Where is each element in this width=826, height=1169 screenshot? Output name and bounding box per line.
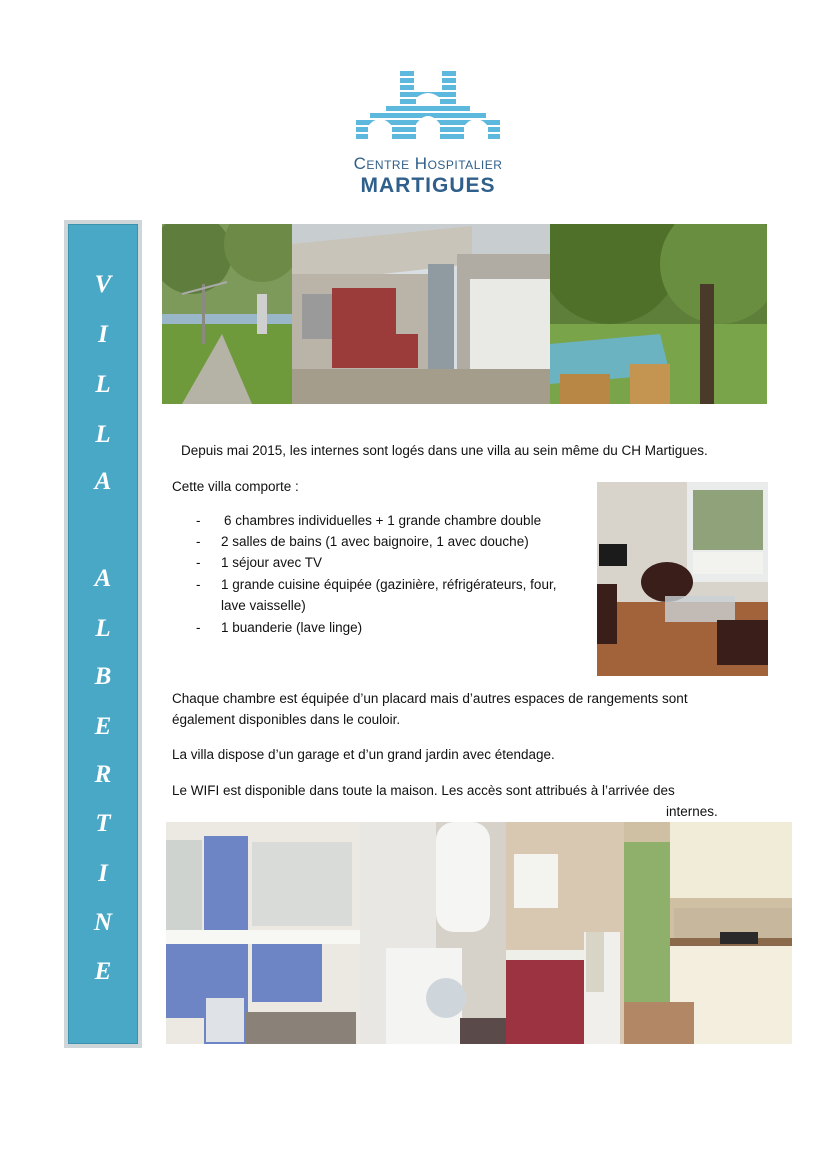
list-item-text: lave vaisselle): [221, 598, 306, 613]
list-dash: -: [196, 513, 201, 528]
banner-letter: A: [94, 565, 112, 592]
villa-name-banner: [64, 220, 142, 1048]
list-item-text: 1 grande cuisine équipée (gazinière, réfrigérateurs, four,: [221, 577, 557, 592]
banner-letter: B: [94, 663, 112, 690]
list-item-text: 1 séjour avec TV: [221, 555, 323, 570]
storage-text-line1: Chaque chambre est équipée d’un placard mais d’autres espaces de rangements sont: [172, 691, 688, 706]
banner-panel: [68, 224, 138, 1044]
banner-letter: V: [94, 271, 112, 298]
list-dash: -: [196, 577, 201, 592]
wifi-text-line1: Le WIFI est disponible dans toute la maison. Les accès sont attribués à l’arrivée des: [172, 783, 675, 798]
list-dash: -: [196, 534, 201, 549]
living-room-photo: [597, 482, 768, 676]
list-item-text: 1 buanderie (lave linge): [221, 620, 363, 635]
wifi-text-line2: internes.: [666, 804, 718, 819]
kitchen-photo: [624, 822, 792, 1044]
list-dash: -: [196, 620, 201, 635]
list-item-text: 6 chambres individuelles + 1 grande chambre double: [224, 513, 542, 528]
storage-text-line2: également disponibles dans le couloir.: [172, 712, 401, 727]
villa-exterior-photo: [292, 224, 550, 404]
intro-text: Depuis mai 2015, les internes sont logés dans une villa au sein même du CH Martigues.: [181, 443, 708, 458]
banner-letter: L: [95, 421, 111, 448]
logo-emblem-icon: [328, 68, 528, 152]
banner-letter: R: [94, 761, 112, 788]
banner-letter: E: [94, 958, 112, 985]
banner-letter: A: [94, 468, 112, 495]
banner-letter: I: [98, 321, 108, 348]
banner-letter: L: [95, 615, 111, 642]
garden-table-photo: [550, 224, 767, 404]
bathroom-photo: [166, 822, 360, 1044]
banner-letter: T: [95, 810, 111, 837]
banner-letter: L: [95, 371, 111, 398]
banner-letter: I: [98, 860, 108, 887]
list-title: Cette villa comporte :: [172, 479, 299, 494]
logo-title: Centre Hospitalier: [353, 154, 503, 173]
washroom-photo: [506, 822, 624, 1044]
banner-letter: E: [94, 713, 112, 740]
logo-city: MARTIGUES: [360, 174, 496, 197]
list-dash: -: [196, 555, 201, 570]
banner-letter: N: [93, 909, 113, 936]
laundry-photo: [360, 822, 506, 1044]
hospital-logo: [328, 68, 528, 198]
garden-clothesline-photo: [162, 224, 292, 404]
garage-garden-text: La villa dispose d’un garage et d’un grand jardin avec étendage.: [172, 747, 555, 762]
list-item-text: 2 salles de bains (1 avec baignoire, 1 avec douche): [221, 534, 529, 549]
